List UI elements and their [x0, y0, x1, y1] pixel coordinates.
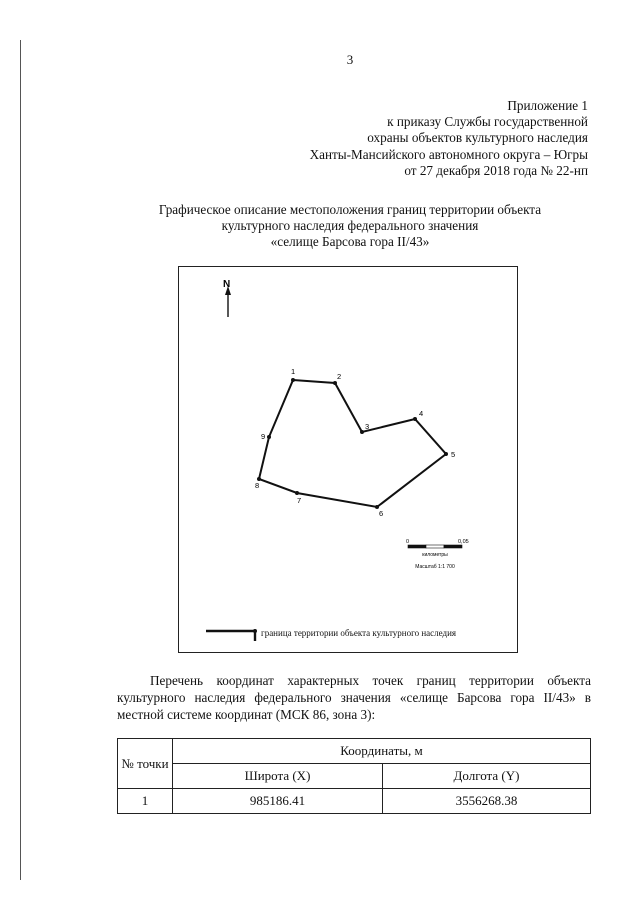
page-number: 3 — [346, 52, 354, 67]
legend-label: граница территории объекта культурного наследия — [261, 628, 457, 638]
vertex-label: 3 — [365, 422, 370, 431]
scale-ratio-label: Масштаб 1:1 700 — [415, 564, 455, 570]
description-title-line-2: культурного наследия федерального значения — [221, 217, 479, 233]
boundary-map-svg — [179, 267, 517, 652]
boundary-map — [178, 266, 518, 653]
appendix-line-1: Приложение 1 — [507, 98, 588, 113]
scale-unit-label: километры — [422, 552, 448, 558]
table-row — [118, 789, 591, 814]
header-longitude: Долгота (Y) — [383, 764, 591, 789]
coordinates-intro: Перечень координат характерных точек границ территории объекта культурного наследия федерального значения «селище Барсова гора II/43» в местной системе координат (МСК 86, зона 3): — [117, 673, 591, 722]
description-title-line-3: «селище Барсова гора II/43» — [270, 233, 430, 249]
scale-end-label: 0,05 — [458, 539, 469, 545]
description-title-line-1: Графическое описание местоположения границ территории объекта — [158, 202, 542, 217]
boundary-vertex — [444, 452, 448, 456]
legend-line-sample — [206, 629, 257, 641]
boundary-vertex — [333, 381, 337, 385]
appendix-line-4: Ханты-Мансийского автономного округа – Югры — [309, 146, 588, 162]
coordinates-table — [117, 738, 591, 814]
north-arrow-icon — [225, 286, 231, 317]
row-point-number: 1 — [118, 789, 173, 814]
scale-start-label: 0 — [406, 539, 410, 545]
vertex-label: 8 — [255, 481, 260, 490]
appendix-line-2: к приказу Службы государственной — [387, 114, 588, 130]
appendix-line-3: охраны объектов культурного наследия — [367, 130, 588, 146]
page-left-edge-line — [20, 40, 21, 880]
table-header-row-2 — [118, 764, 591, 789]
vertex-label: 4 — [419, 409, 424, 418]
scale-bar — [408, 545, 462, 548]
vertex-label: 6 — [379, 509, 384, 518]
header-point-number: № точки — [118, 739, 173, 789]
description-title — [110, 202, 590, 249]
boundary-vertex — [291, 378, 295, 382]
header-coordinates: Координаты, м — [173, 739, 591, 764]
vertex-label: 7 — [297, 496, 302, 505]
north-label: N — [223, 279, 231, 290]
boundary-vertex — [267, 435, 271, 439]
boundary-vertices — [255, 367, 455, 518]
table-header-row-1 — [118, 739, 591, 764]
appendix-header — [310, 98, 588, 179]
row-latitude: 985186.41 — [173, 789, 383, 814]
row-longitude: 3556268.38 — [383, 789, 591, 814]
boundary-vertex — [360, 430, 364, 434]
vertex-label: 1 — [291, 367, 296, 376]
boundary-vertex — [295, 491, 299, 495]
boundary-vertex — [413, 417, 417, 421]
header-latitude: Широта (X) — [173, 764, 383, 789]
vertex-label: 9 — [261, 432, 266, 441]
appendix-line-5: от 27 декабря 2018 года № 22-нп — [404, 162, 588, 178]
boundary-line — [259, 380, 446, 507]
vertex-label: 2 — [337, 372, 342, 381]
vertex-label: 5 — [451, 450, 456, 459]
